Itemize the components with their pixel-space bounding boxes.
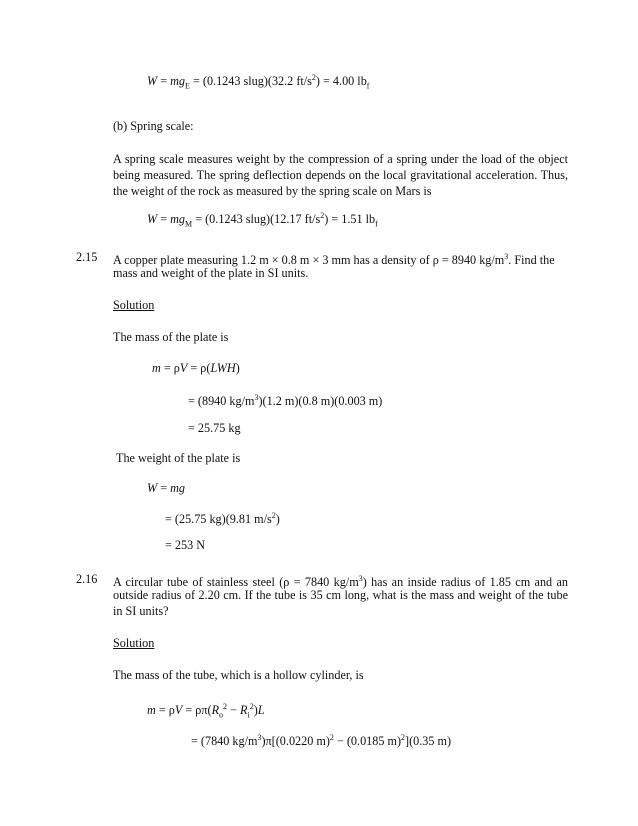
- problem-statement-line: in SI units?: [113, 604, 169, 618]
- solution-heading: Solution: [113, 636, 155, 650]
- equation-line: = 253 N: [165, 538, 206, 552]
- equation-line: = (7840 $kg/m^3)\pi[(0.0220$ m)$^2$ − (0.0185 m)$^2$](0.35 m): [191, 733, 452, 749]
- part-b-heading: (b) Spring scale:: [113, 119, 194, 133]
- equation-weight-mars: $W = mg_M = (0.1243$ slug)(12.17 $ft/s^2) = 1.51$ $lb_f$: [147, 211, 378, 229]
- paragraph-line: being measured. The spring deflection depends on the local gravitational acceleration. Thus,: [113, 168, 568, 182]
- equation-line: = (8940 $kg/m^3)(1.2$ m)(0.8 m)(0.003 m): [188, 393, 383, 409]
- problem-number: 2.15: [76, 250, 98, 264]
- paragraph-line: The mass of the tube, which is a hollow cylinder, is: [113, 668, 364, 682]
- paragraph-line: The weight of the plate is: [116, 451, 241, 465]
- problem-statement-line: A circular tube of stainless steel (ρ = 7840 $kg/m^3$) has an inside radius of 1.85 cm and an: [113, 574, 568, 590]
- equation-weight-earth: $W = mg_E = (0.1243$ slug)(32.2 $ft/s^2) = 4.00$ $lb_f$: [147, 73, 370, 91]
- equation-line: = 25.75 kg: [188, 421, 241, 435]
- problem-statement-line: mass and weight of the plate in SI units.: [113, 266, 309, 280]
- equation-line: m = ρV = ρ(LWH): [152, 361, 240, 375]
- solution-heading: Solution: [113, 298, 155, 312]
- problem-number: 2.16: [76, 572, 98, 586]
- equation-line: = (25.75 kg)(9.81 $m/s^2$): [165, 511, 280, 527]
- equation-line: $m = \rho V = \rho\pi(R_o^2 - R_i^2)L$: [147, 702, 265, 720]
- equation-line: W = mg: [147, 481, 186, 495]
- paragraph-line: the weight of the rock as measured by the spring scale on Mars is: [113, 184, 432, 198]
- problem-statement-line: A copper plate measuring 1.2 m × 0.8 m × 3 mm has a density of ρ = 8940 $kg/m^3$. Find the: [113, 252, 555, 268]
- paragraph-line: The mass of the plate is: [113, 330, 229, 344]
- paragraph-line: A spring scale measures weight by the compression of a spring under the load of the object: [113, 152, 568, 166]
- problem-statement-line: outside radius of 2.20 cm. If the tube is 35 cm long, what is the mass and weight of the tube: [113, 588, 568, 602]
